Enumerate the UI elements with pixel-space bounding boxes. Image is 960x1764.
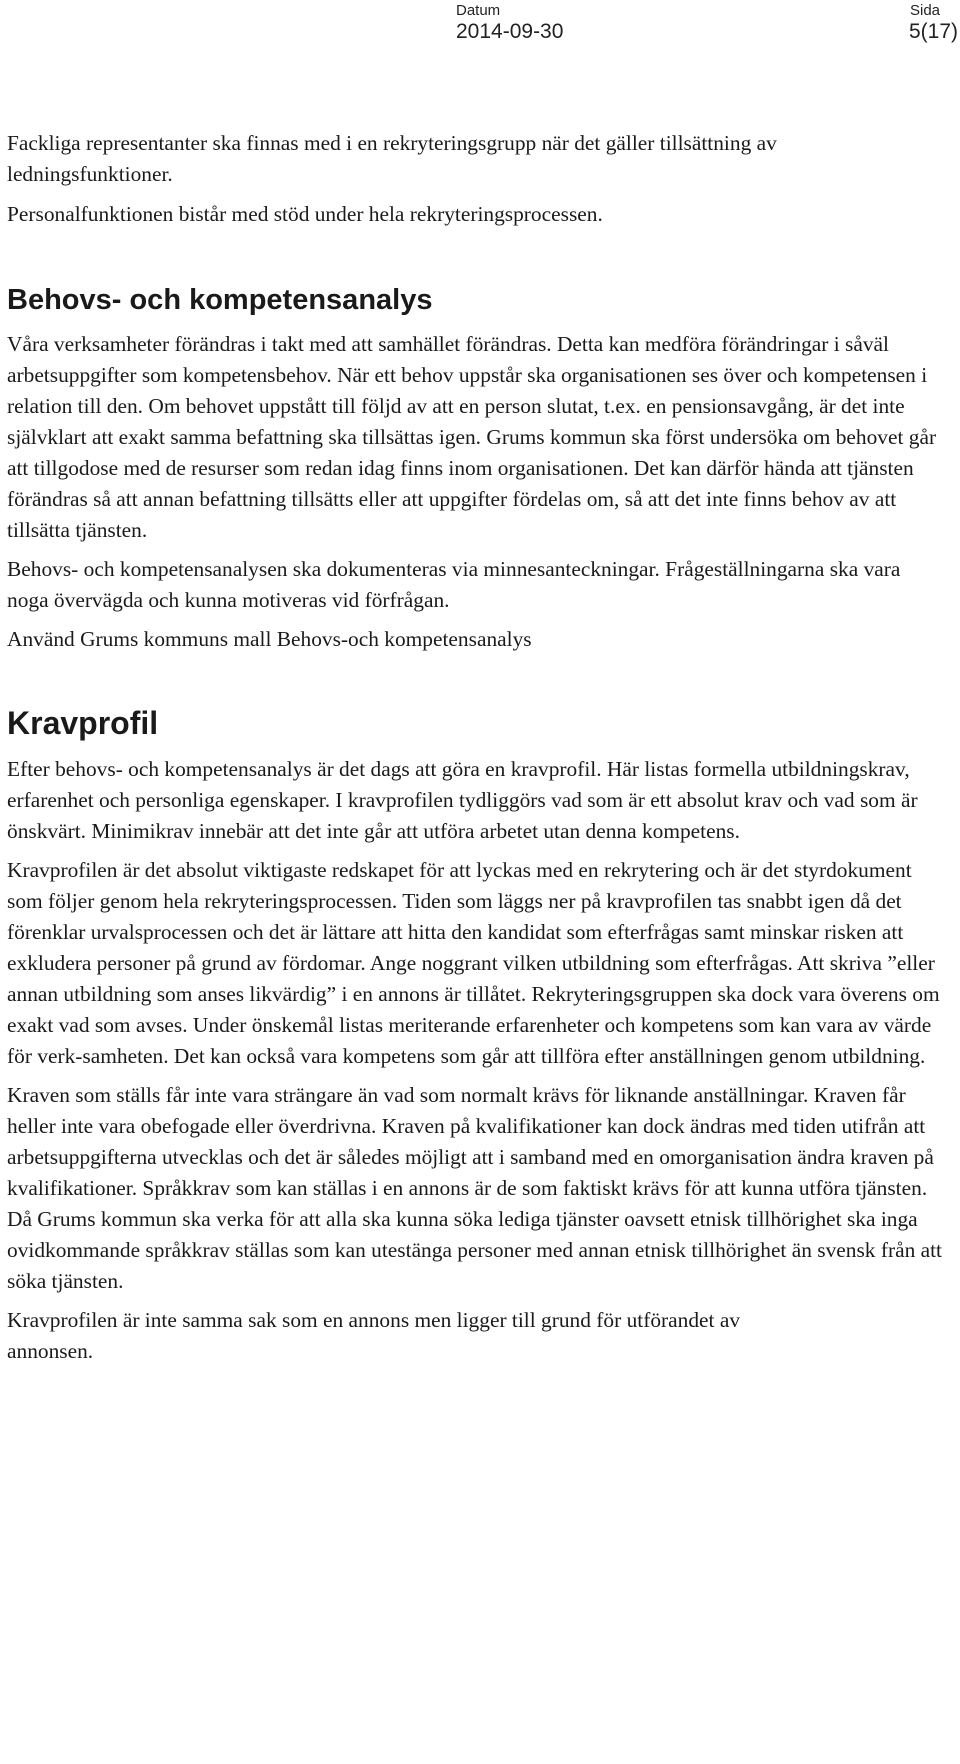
- page-label: Sida: [910, 2, 941, 19]
- paragraph-requirement-limits: Kraven som ställs får inte vara strängare än vad som normalt krävs för liknande anställningar. Kraven får heller inte vara obefogade eller överdrivna. Kraven på kvalifikationer kan dock ändras med tiden utifrån att arbetsuppgifterna utvecklas och det är således möjligt att i samband med en omorganisation ändra kraven på kvalifikationer. Språkkrav som kan ställas i en annons är de som faktiskt krävs för att kunna utföra tjänsten. Då Grums kommun ska verka för att alla ska kunna söka lediga tjänster oavsett etnisk tillhörighet ska inga ovidkommande språkkrav ställas som kan utestänga personer med annan etnisk tillhörighet än svensk från att söka tjänsten.: [7, 1083, 943, 1293]
- section-heading-requirement-profile: Kravprofil: [7, 705, 159, 741]
- paragraph-needs-analysis: Våra verksamheter förändras i takt med att samhället förändras. Detta kan medföra förändringar i såväl arbetsuppgifter som kompetensbehov. När ett behov uppstår ska organisationen ses över och kompetensen i relation till den. Om behovet uppstått till följd av att en person slutat, t.ex. en pensionsavgång, är det inte självklart att exakt samma befattning ska tillsättas igen. Grums kommun ska först undersöka om behovet går att tillgodose med de resurser som redan idag finns inom organisationen. Det kan därför hända att tjänsten förändras så att annan befattning tillsätts eller att uppgifter fördelas om, så att det inte finns behov av att tillsätta tjänsten.: [7, 332, 937, 542]
- paragraph-union-representatives: Fackliga representanter ska finnas med i en rekryteringsgrupp när det gäller tillsättning av ledningsfunktioner.: [7, 131, 777, 186]
- paragraph-requirement-profile-intro: Efter behovs- och kompetensanalys är det dags att göra en kravprofil. Här listas formella utbildningskrav, erfarenhet och personliga egenskaper. I kravprofilen tydliggörs vad som är ett absolut krav och vad som är önskvärt. Minimikrav innebär att det inte går att utföra arbetet utan denna kompetens.: [7, 757, 918, 843]
- paragraph-template-reference: Använd Grums kommuns mall Behovs-och kompetensanalys: [7, 627, 532, 651]
- document-body: [7, 128, 955, 1367]
- date-label: Datum: [456, 2, 501, 19]
- paragraph-requirement-profile-importance: Kravprofilen är det absolut viktigaste redskapet för att lyckas med en rekrytering och är det styrdokument som följer genom hela rekryteringsprocessen. Tiden som läggs ner på kravprofilen tas snabbt igen då det förenklar urvalsprocessen och det är lättare att hitta den kandidat som efterfrågas samt minskar risken att exkludera personer på grund av fördomar. Ange noggrant vilken utbildning som efterfrågas. Att skriva ”eller annan utbildning som anses likvärdig” i en annons är tillåtet. Rekryteringsgruppen ska dock vara överens om exakt vad som avses. Under önskemål listas meriterande erfarenheter och kompetens som kan vara av värde för verk-samheten. Det kan också vara kompetens som går att tillföra efter anställningen genom utbildning.: [7, 858, 940, 1068]
- paragraph-personnel-function: Personalfunktionen bistår med stöd under hela rekryteringsprocessen.: [7, 202, 603, 226]
- paragraph-documentation: Behovs- och kompetensanalysen ska dokumenteras via minnesanteckningar. Frågeställningarna ska vara noga övervägda och kunna motiveras vid förfrågan.: [7, 557, 901, 612]
- paragraph-profile-vs-ad: Kravprofilen är inte samma sak som en annons men ligger till grund för utförandet av annonsen.: [7, 1308, 741, 1363]
- page-header: [0, 0, 960, 50]
- page-number: 5(17): [909, 20, 959, 43]
- date-value: 2014-09-30: [456, 20, 564, 43]
- section-heading-needs-analysis: Behovs- och kompetensanalys: [7, 284, 433, 316]
